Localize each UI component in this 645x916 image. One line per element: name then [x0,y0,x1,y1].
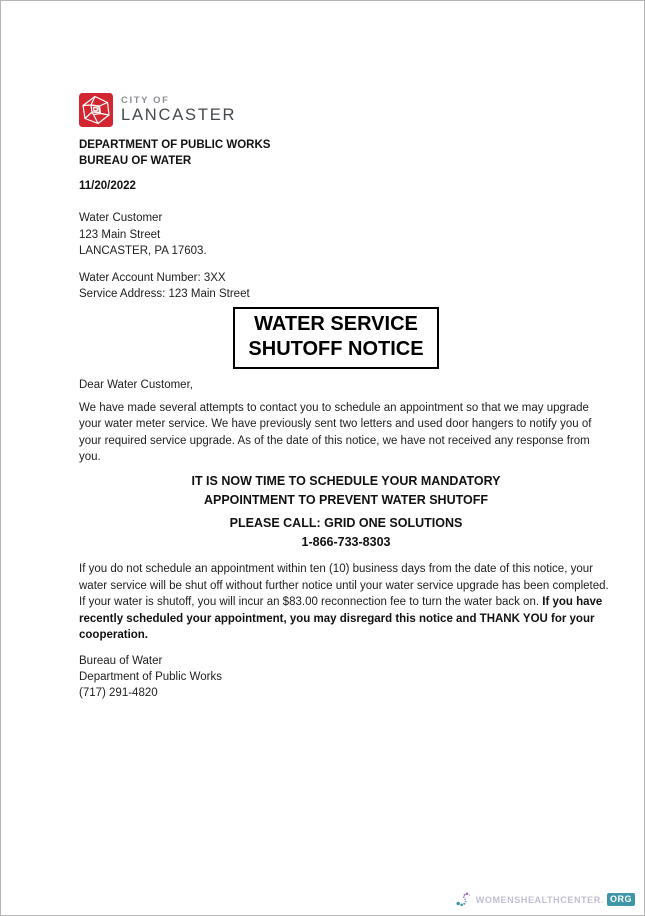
account-number: Water Account Number: 3XX [79,271,226,284]
paragraph-2-regular: If you do not schedule an appointment within ten (10) business days from the date of this notice, your water service will be shut off without further notice until your water service upgrade has been completed. If your water is shutoff, you will incur an $83.00 reconnection fee to turn the water back on. [79,563,609,609]
signature-phone: (717) 291-4820 [79,687,158,700]
notice-title-line2: SHUTOFF NOTICE [248,338,424,361]
recipient-name: Water Customer [79,212,163,225]
paragraph-2-bold: If you have recently scheduled your appointment, you may disregard this notice and THANK YOU for your cooperation. [79,596,603,642]
callout-section [79,472,613,552]
signature-bureau: Bureau of Water [79,654,163,667]
letter-date: 11/20/2022 [79,180,136,192]
account-info [79,270,613,303]
salutation: Dear Water Customer, [79,379,193,392]
callout-line-3: PLEASE CALL: GRID ONE SOLUTIONS [229,516,463,531]
recipient-address [79,210,613,259]
notice-title-line1: WATER SERVICE [254,313,418,336]
callout-line-2: APPOINTMENT TO PREVENT WATER SHUTOFF [203,493,489,508]
logo-city-name: LANCASTER [121,106,237,124]
signature-department: Department of Public Works [79,670,222,683]
recipient-city: LANCASTER, PA 17603. [79,245,207,258]
bureau-line: BUREAU OF WATER [79,154,192,167]
watermark-site-text: WOMENSHEALTHCENTER. [475,894,604,905]
recipient-street: 123 Main Street [79,228,161,241]
body-paragraph-2 [79,561,613,643]
department-header [79,138,613,169]
logo-city-of: CITY OF [121,95,170,106]
dots-swirl-icon [456,891,473,908]
body-paragraph-1: We have made several attempts to contact you to schedule an appointment so that we may upgrade your water meter service. We have previously sent two letters and used door hangers to notify you of your required service upgrade. As of the date of this notice, we have not received any response from you. [79,401,592,464]
site-watermark [456,891,635,908]
watermark-tld-badge: ORG [607,893,635,906]
city-logo [79,93,613,127]
lancaster-rose-icon [79,93,113,127]
callout-phone: 1-866-733-8303 [301,535,391,550]
signature-block [79,653,613,702]
callout-line-1: IT IS NOW TIME TO SCHEDULE YOUR MANDATORY [191,474,501,489]
department-line: DEPARTMENT OF PUBLIC WORKS [79,139,271,151]
service-address: Service Address: 123 Main Street [79,288,250,301]
logo-text [121,95,236,125]
letter-content [1,93,644,702]
shutoff-notice-box [233,307,439,369]
